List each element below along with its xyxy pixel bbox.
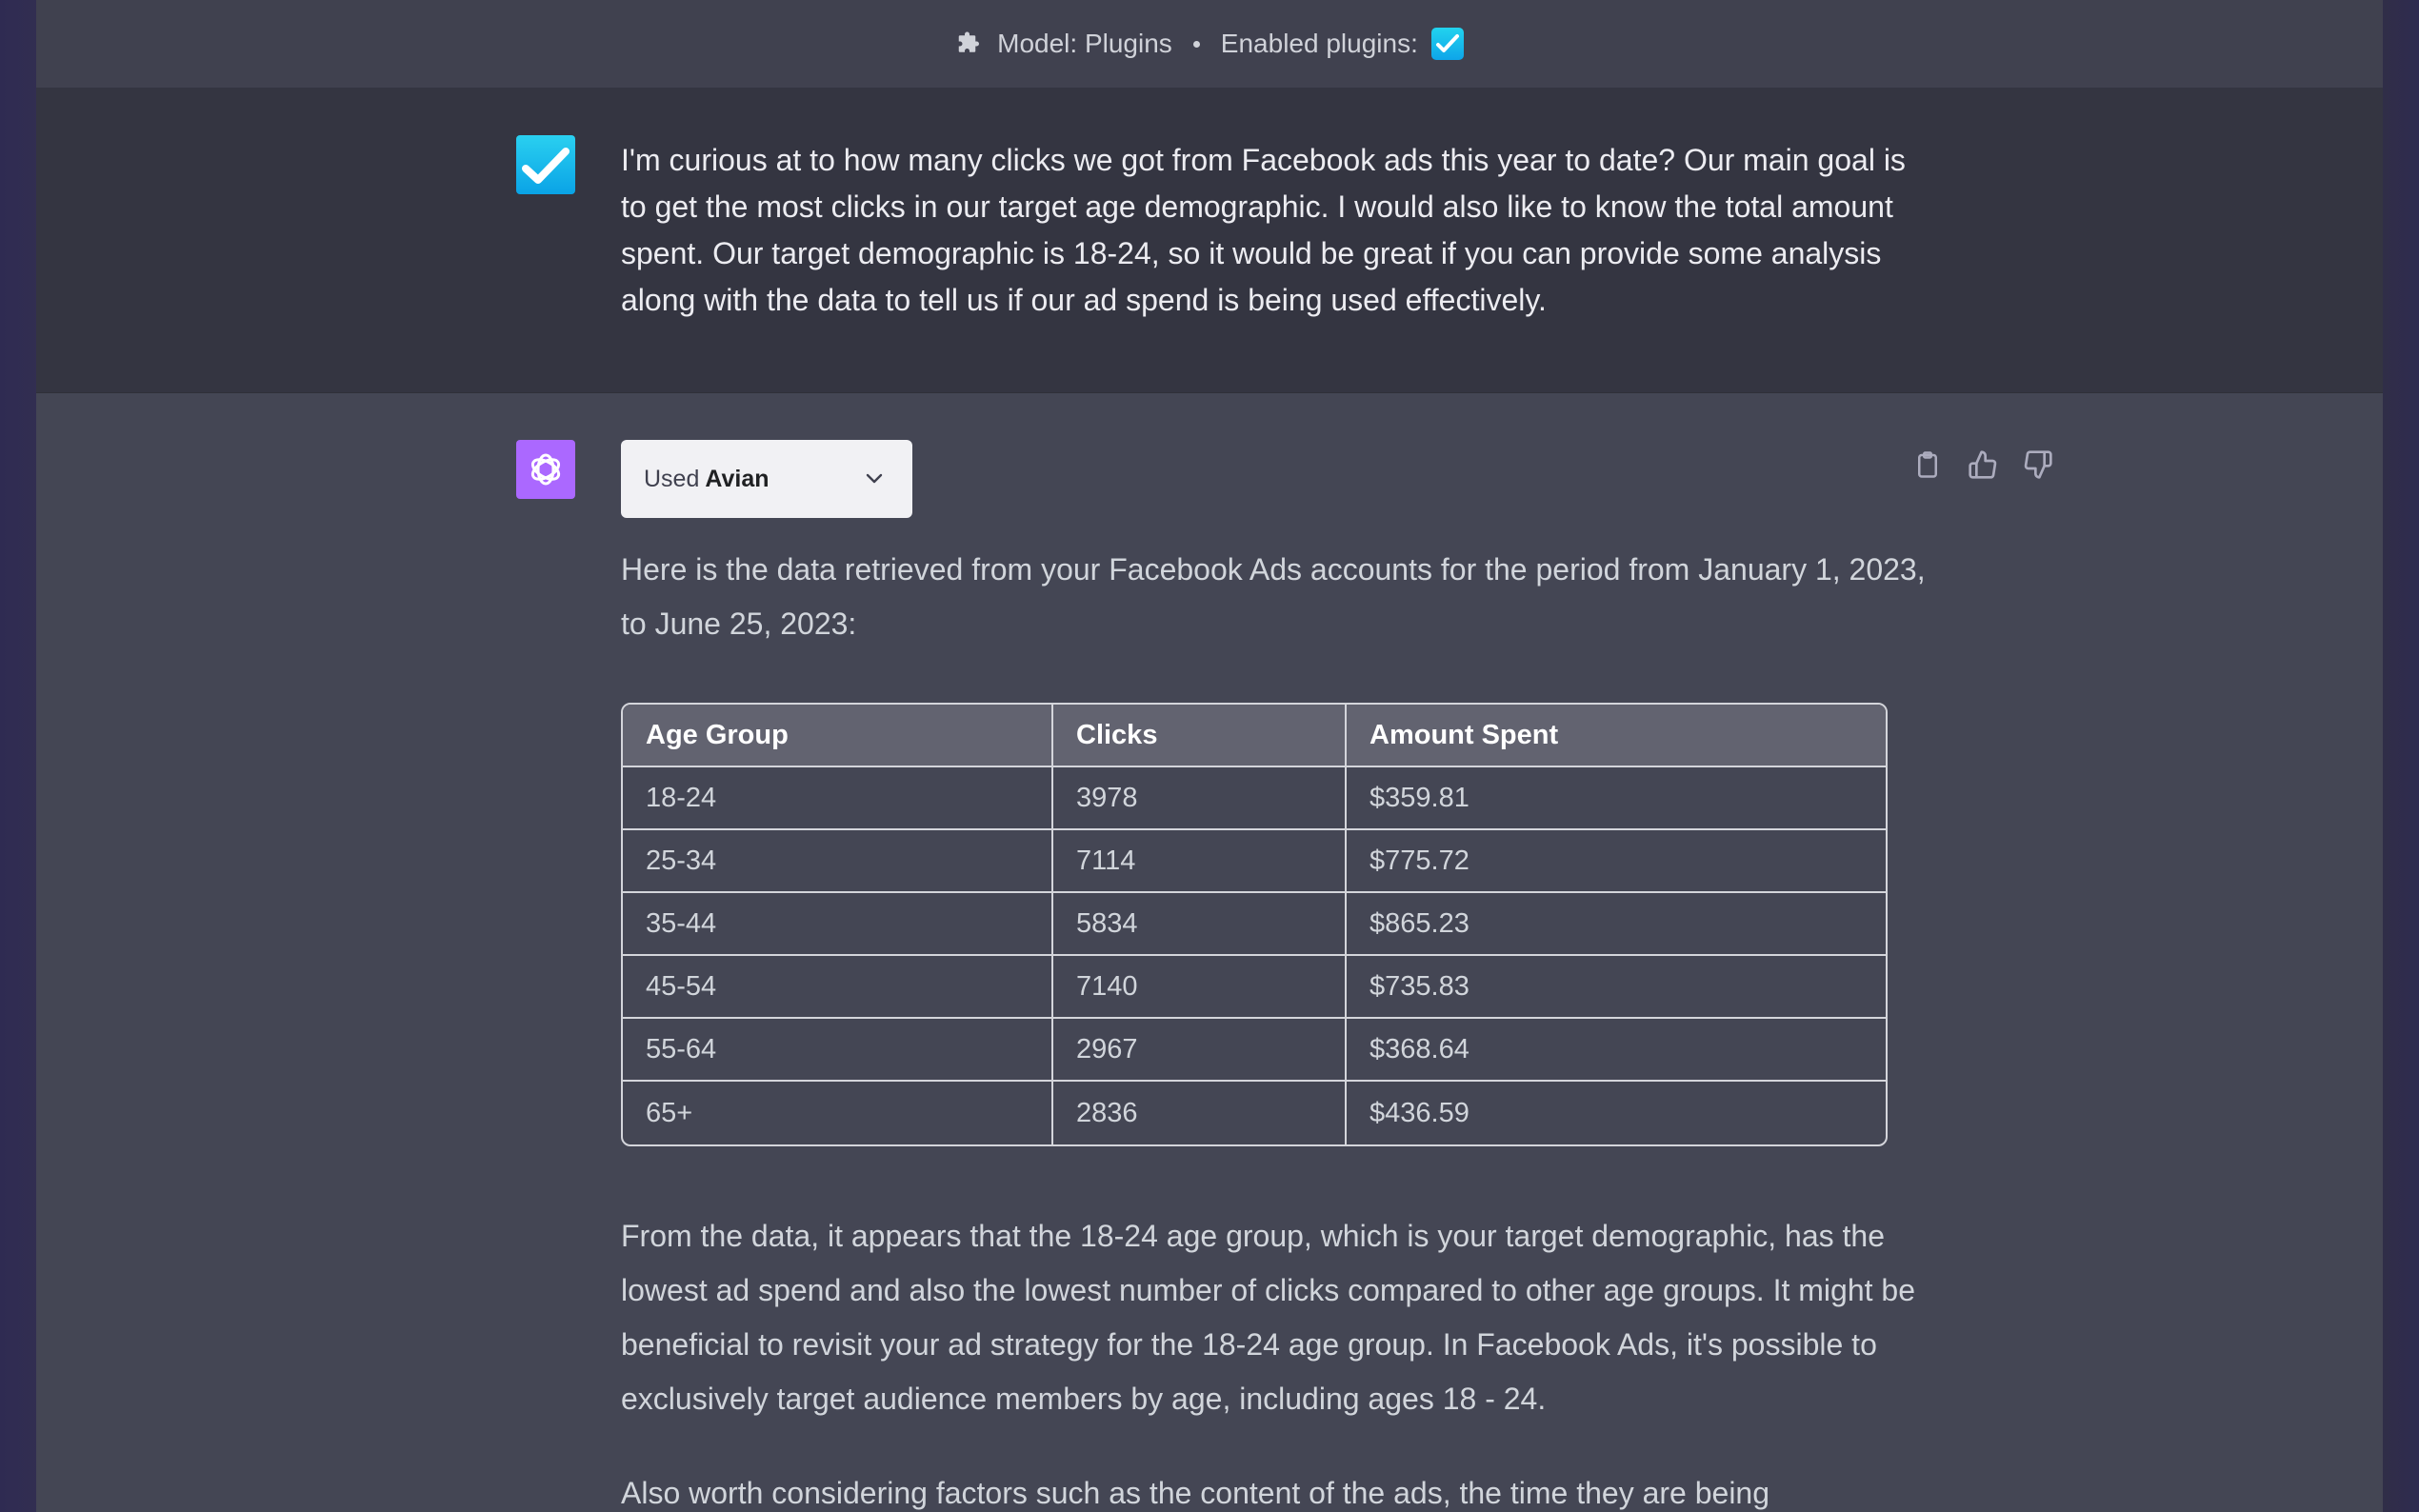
chevron-down-icon <box>863 467 886 489</box>
table-row <box>623 1019 1886 1082</box>
clicks-cell: 5834 <box>1053 893 1347 956</box>
used-plugin-dropdown[interactable] <box>621 440 912 518</box>
clipboard-icon[interactable] <box>1910 448 1945 482</box>
user-message-row <box>36 88 2383 393</box>
age-group-cell: 45-54 <box>623 956 1053 1019</box>
table-row <box>623 830 1886 893</box>
user-message-text: I'm curious at to how many clicks we got from Facebook ads this year to date? Our main goal is to get the most clicks in our target age demographic. I would also like to know the total amount spent. Our target demographic is 18-24, so it would be great if you can provide some analysis along with the data to tell us if our ad spend is being used effectively. <box>621 143 1906 317</box>
amount-spent-cell: $865.23 <box>1347 893 1886 956</box>
age-group-cell: 25-34 <box>623 830 1053 893</box>
table-row <box>623 893 1886 956</box>
amount-spent-cell: $368.64 <box>1347 1019 1886 1082</box>
table-header-row <box>623 705 1886 767</box>
used-label: Used <box>644 465 700 492</box>
amount-spent-cell: $359.81 <box>1347 767 1886 830</box>
openai-logo-icon <box>525 448 567 490</box>
age-group-cell: 55-64 <box>623 1019 1053 1082</box>
model-header-bar <box>36 0 2383 89</box>
separator-dot <box>1193 41 1200 48</box>
message-actions <box>1910 448 2055 482</box>
clicks-cell: 2967 <box>1053 1019 1347 1082</box>
age-group-cell: 65+ <box>623 1082 1053 1144</box>
amount-spent-cell: $775.72 <box>1347 830 1886 893</box>
assistant-intro-text: Here is the data retrieved from your Facebook Ads accounts for the period from January 1, 2023, to June 25, 2023: <box>621 552 1926 641</box>
user-avatar <box>516 135 575 194</box>
table-row <box>623 956 1886 1019</box>
chat-window <box>36 0 2383 1512</box>
assistant-continuation-text: Also worth considering factors such as the content of the ads, the time they are being <box>621 1476 1770 1510</box>
plugin-name: Avian <box>705 465 770 492</box>
amount-spent-cell: $436.59 <box>1369 1097 1469 1128</box>
clicks-cell: 3978 <box>1053 767 1347 830</box>
ads-data-table <box>621 703 1888 1146</box>
avian-logo-icon <box>522 146 570 184</box>
column-header-clicks: Clicks <box>1053 705 1347 767</box>
column-header-age-group: Age Group <box>623 705 1053 767</box>
age-group-cell: 35-44 <box>623 893 1053 956</box>
column-header-amount-spent: Amount Spent <box>1347 705 1886 767</box>
table-row <box>623 1082 1886 1144</box>
thumbs-down-icon[interactable] <box>2021 448 2055 482</box>
clicks-cell: 7114 <box>1053 830 1347 893</box>
age-group-cell: 18-24 <box>623 767 1053 830</box>
enabled-plugins-label: Enabled plugins: <box>1220 29 1418 58</box>
clicks-cell: 7140 <box>1053 956 1347 1019</box>
amount-spent-cell: $735.83 <box>1347 956 1886 1019</box>
clicks-cell: 2836 <box>1053 1082 1347 1144</box>
assistant-avatar <box>516 440 575 499</box>
avian-plugin-icon <box>1431 28 1464 60</box>
puzzle-icon <box>955 30 984 58</box>
thumbs-up-icon[interactable] <box>1966 448 2000 482</box>
table-row <box>623 767 1886 830</box>
model-label: Model: Plugins <box>997 29 1172 58</box>
assistant-analysis-text: From the data, it appears that the 18-24 age group, which is your target demographic, has the lowest ad spend and also the lowest number of clicks compared to other age groups. It might be beneficial to revisit your ad strategy for the 18-24 age group. In Facebook Ads, it's possible to exclusively target audience members by age, including ages 18 - 24. <box>621 1219 1915 1416</box>
